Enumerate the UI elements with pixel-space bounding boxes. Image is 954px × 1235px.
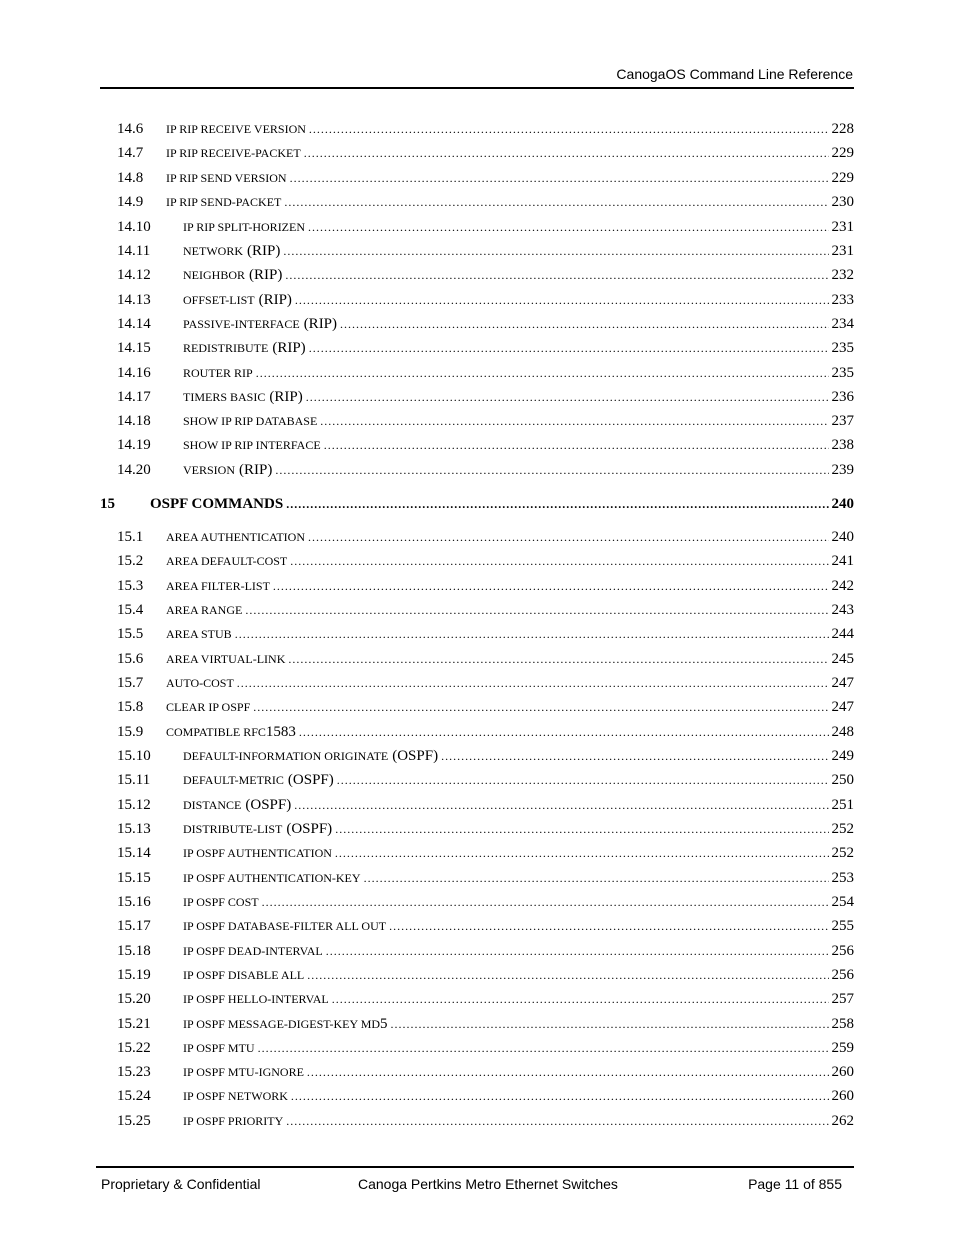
- toc-section-title: AREA AUTHENTICATION: [166, 530, 305, 544]
- toc-page-number: 232: [831, 267, 854, 283]
- toc-page-number: 240: [831, 529, 854, 545]
- toc-page-number: 235: [831, 365, 854, 381]
- toc-page-number: 252: [831, 845, 854, 861]
- toc-entry[interactable]: [100, 437, 854, 457]
- toc-dot-leader: [262, 895, 829, 910]
- toc-section-suffix: 5: [380, 1016, 388, 1032]
- toc-entry[interactable]: [100, 243, 854, 263]
- toc-section-title: ROUTER RIP: [183, 366, 253, 380]
- toc-dot-leader: [308, 530, 829, 545]
- toc-page-number: 241: [831, 553, 854, 569]
- toc-section-number: 15.20: [117, 991, 151, 1007]
- toc-section-title: IP OSPF DISABLE ALL: [183, 968, 305, 982]
- toc-page-number: 237: [831, 413, 854, 429]
- toc-section-number: 15.21: [117, 1016, 151, 1032]
- toc-chapter-entry[interactable]: [100, 496, 854, 516]
- toc-section-title: IP RIP RECEIVE VERSION: [166, 122, 306, 136]
- toc-section-suffix: (OSPF): [287, 772, 334, 788]
- toc-entry[interactable]: [100, 1064, 854, 1084]
- toc-section-title: IP OSPF NETWORK: [183, 1089, 288, 1103]
- toc-page-number: 258: [831, 1016, 854, 1032]
- toc-page-number: 256: [831, 943, 854, 959]
- toc-entry[interactable]: [100, 145, 854, 165]
- toc-page-number: 253: [831, 870, 854, 886]
- toc-entry[interactable]: [100, 602, 854, 622]
- toc-section-title: VERSION: [183, 463, 236, 477]
- toc-section-title: NEIGHBOR: [183, 268, 245, 282]
- toc-page-number: 245: [831, 651, 854, 667]
- toc-page-number: 229: [831, 170, 854, 186]
- toc-dot-leader: [307, 968, 828, 983]
- toc-dot-leader: [290, 171, 829, 186]
- toc-section-title: OSPF COMMANDS: [150, 496, 284, 512]
- toc-entry[interactable]: [100, 365, 854, 385]
- toc-section-number: 14.10: [117, 219, 151, 235]
- toc-dot-leader: [308, 220, 828, 235]
- toc-dot-leader: [335, 822, 828, 837]
- toc-page-number: 228: [831, 121, 854, 137]
- toc-page-number: 247: [831, 699, 854, 715]
- toc-entry[interactable]: [100, 1040, 854, 1060]
- toc-entry[interactable]: [100, 1016, 854, 1036]
- toc-section-title: IP OSPF MESSAGE-DIGEST-KEY MD: [183, 1017, 381, 1031]
- toc-entry[interactable]: [100, 651, 854, 671]
- toc-dot-leader: [309, 341, 829, 356]
- toc-section-number: 15.3: [117, 578, 144, 594]
- toc-section-number: 14.20: [117, 462, 151, 478]
- toc-dot-leader: [304, 146, 829, 161]
- toc-entry[interactable]: [100, 967, 854, 987]
- toc-section-title: DISTANCE: [183, 798, 242, 812]
- toc-dot-leader: [320, 414, 828, 429]
- toc-section-number: 14.9: [117, 194, 144, 210]
- toc-section-suffix: (RIP): [272, 340, 306, 356]
- toc-section-title: AREA FILTER-LIST: [166, 579, 270, 593]
- toc-dot-leader: [337, 773, 829, 788]
- toc-section-number: 14.19: [117, 437, 151, 453]
- header-divider: [100, 87, 854, 89]
- toc-page-number: 259: [831, 1040, 854, 1056]
- toc-section-title: IP OSPF DATABASE-FILTER ALL OUT: [183, 919, 387, 933]
- toc-dot-leader: [324, 438, 829, 453]
- toc-section-number: 15.16: [117, 894, 151, 910]
- toc-section-suffix: (RIP): [247, 243, 281, 259]
- toc-dot-leader: [306, 390, 829, 405]
- toc-section-title: CLEAR IP OSPF: [166, 700, 251, 714]
- toc-dot-leader: [283, 244, 828, 259]
- footer-divider: [96, 1166, 854, 1168]
- toc-section-title: DEFAULT-METRIC: [183, 773, 284, 787]
- footer-product-name: Canoga Pertkins Metro Ethernet Switches: [358, 1176, 618, 1192]
- toc-entry[interactable]: [100, 894, 854, 914]
- toc-section-number: 14.12: [117, 267, 151, 283]
- toc-section-number: 15.4: [117, 602, 144, 618]
- toc-section-title: DEFAULT-INFORMATION ORIGINATE: [183, 749, 389, 763]
- toc-page-number: 252: [831, 821, 854, 837]
- toc-section-number: 15.13: [117, 821, 151, 837]
- toc-page-number: 248: [831, 724, 854, 740]
- toc-entry[interactable]: [100, 797, 854, 817]
- toc-section-title: IP RIP SEND VERSION: [166, 171, 287, 185]
- toc-section-title: AREA DEFAULT-COST: [166, 554, 288, 568]
- toc-section-number: 15.8: [117, 699, 144, 715]
- toc-dot-leader: [284, 195, 828, 210]
- toc-dot-leader: [340, 317, 828, 332]
- toc-section-title: DISTRIBUTE-LIST: [183, 822, 283, 836]
- header-title: CanogaOS Command Line Reference: [616, 66, 853, 82]
- toc-section-suffix: (RIP): [303, 316, 338, 332]
- toc-entry[interactable]: [100, 845, 854, 865]
- footer-page-number: Page 11 of 855: [748, 1176, 842, 1192]
- toc-entry[interactable]: [100, 292, 854, 312]
- toc-dot-leader: [295, 293, 829, 308]
- toc-dot-leader: [441, 749, 828, 764]
- toc-section-number: 15.17: [117, 918, 151, 934]
- toc-section-suffix: (RIP): [269, 389, 303, 405]
- toc-dot-leader: [364, 871, 829, 886]
- toc-entry[interactable]: [100, 219, 854, 239]
- toc-section-number: 14.7: [117, 145, 144, 161]
- toc-page-number: 236: [831, 389, 854, 405]
- toc-entry[interactable]: [100, 772, 854, 792]
- toc-section-number: 15.9: [117, 724, 144, 740]
- toc-dot-leader: [291, 1089, 829, 1104]
- toc-section-number: 15.23: [117, 1064, 151, 1080]
- toc-entry[interactable]: [100, 340, 854, 360]
- toc-section-suffix: (OSPF): [245, 797, 292, 813]
- toc-dot-leader: [389, 919, 828, 934]
- toc-entry[interactable]: [100, 821, 854, 841]
- toc-dot-leader: [309, 122, 829, 137]
- toc-page-number: 251: [831, 797, 854, 813]
- toc-section-number: 15.19: [117, 967, 151, 983]
- toc-section-title: SHOW IP RIP DATABASE: [183, 414, 318, 428]
- toc-page-number: 231: [831, 243, 854, 259]
- toc-dot-leader: [335, 846, 829, 861]
- toc-section-title: AREA RANGE: [166, 603, 243, 617]
- toc-section-number: 14.6: [117, 121, 144, 137]
- toc-section-number: 15.2: [117, 553, 144, 569]
- toc-page-number: 244: [831, 626, 854, 642]
- toc-section-suffix: (OSPF): [286, 821, 333, 837]
- toc-page-number: 231: [831, 219, 854, 235]
- toc-entry[interactable]: [100, 675, 854, 695]
- toc-page-number: 247: [831, 675, 854, 691]
- toc-dot-leader: [288, 652, 828, 667]
- toc-page-number: 262: [831, 1113, 854, 1129]
- toc-page-number: 239: [831, 462, 854, 478]
- toc-page-number: 254: [831, 894, 854, 910]
- toc-section-title: IP OSPF HELLO-INTERVAL: [183, 992, 329, 1006]
- toc-page-number: 257: [831, 991, 854, 1007]
- toc-section-number: 15.18: [117, 943, 151, 959]
- toc-section-title: AREA STUB: [166, 627, 232, 641]
- toc-section-number: 15.22: [117, 1040, 151, 1056]
- toc-entry[interactable]: [100, 462, 854, 482]
- toc-entry[interactable]: [100, 699, 854, 719]
- toc-entry[interactable]: [100, 121, 854, 141]
- toc-page-number: 240: [831, 496, 854, 512]
- toc-dot-leader: [253, 700, 828, 715]
- toc-entry[interactable]: [100, 529, 854, 549]
- toc-section-title: NETWORK: [183, 244, 243, 258]
- toc-dot-leader: [307, 1065, 829, 1080]
- toc-dot-leader: [235, 627, 829, 642]
- toc-dot-leader: [285, 268, 828, 283]
- toc-dot-leader: [275, 463, 828, 478]
- toc-section-number: 15.5: [117, 626, 144, 642]
- toc-section-suffix: 1583: [265, 724, 296, 740]
- toc-dot-leader: [391, 1017, 829, 1032]
- toc-dot-leader: [294, 798, 828, 813]
- toc-page-number: 260: [831, 1064, 854, 1080]
- toc-section-title: IP OSPF COST: [183, 895, 259, 909]
- toc-entry[interactable]: [100, 943, 854, 963]
- toc-entry[interactable]: [100, 194, 854, 214]
- toc-section-title: SHOW IP RIP INTERFACE: [183, 438, 321, 452]
- toc-section-suffix: (RIP): [249, 267, 283, 283]
- toc-dot-leader: [286, 497, 828, 512]
- toc-page-number: 235: [831, 340, 854, 356]
- toc-section-number: 14.13: [117, 292, 151, 308]
- toc-entry[interactable]: [100, 389, 854, 409]
- toc-entry[interactable]: [100, 626, 854, 646]
- toc-section-title: AUTO-COST: [166, 676, 234, 690]
- toc-entry[interactable]: [100, 991, 854, 1011]
- toc-page-number: 234: [831, 316, 854, 332]
- toc-page-number: 256: [831, 967, 854, 983]
- toc-section-title: IP OSPF MTU-IGNORE: [183, 1065, 304, 1079]
- toc-section-title: IP RIP RECEIVE-PACKET: [166, 146, 301, 160]
- toc-dot-leader: [299, 725, 829, 740]
- toc-entry[interactable]: [100, 316, 854, 336]
- toc-section-number: 14.11: [117, 243, 151, 259]
- toc-section-title: AREA VIRTUAL-LINK: [166, 652, 286, 666]
- toc-dot-leader: [332, 992, 829, 1007]
- toc-section-number: 15.25: [117, 1113, 151, 1129]
- toc-section-title: PASSIVE-INTERFACE: [183, 317, 300, 331]
- toc-section-number: 14.17: [117, 389, 151, 405]
- footer-confidentiality: Proprietary & Confidential: [101, 1176, 261, 1192]
- toc-entry[interactable]: [100, 170, 854, 190]
- toc-entry[interactable]: [100, 267, 854, 287]
- toc-page-number: 260: [831, 1088, 854, 1104]
- toc-dot-leader: [256, 366, 829, 381]
- toc-section-number: 14.15: [117, 340, 151, 356]
- toc-section-title: IP RIP SPLIT-HORIZEN: [183, 220, 306, 234]
- toc-section-title: IP OSPF DEAD-INTERVAL: [183, 944, 323, 958]
- toc-section-number: 15.15: [117, 870, 151, 886]
- toc-section-title: COMPATIBLE RFC: [166, 725, 266, 739]
- toc-dot-leader: [286, 1114, 828, 1129]
- toc-section-number: 15.10: [117, 748, 151, 764]
- toc-page-number: 243: [831, 602, 854, 618]
- toc-section-number: 15.12: [117, 797, 151, 813]
- toc-section-suffix: (RIP): [258, 292, 292, 308]
- toc-page-number: 250: [831, 772, 854, 788]
- toc-section-number: 14.18: [117, 413, 151, 429]
- toc-dot-leader: [237, 676, 829, 691]
- toc-section-title: IP OSPF MTU: [183, 1041, 255, 1055]
- toc-section-number: 15.11: [117, 772, 151, 788]
- toc-entry[interactable]: [100, 724, 854, 744]
- toc-section-number: 15.6: [117, 651, 144, 667]
- toc-section-number: 14.8: [117, 170, 144, 186]
- toc-page-number: 233: [831, 292, 854, 308]
- toc-section-number: 15.1: [117, 529, 144, 545]
- toc-dot-leader: [273, 579, 829, 594]
- toc-section-title: REDISTRIBUTE: [183, 341, 269, 355]
- toc-section-title: TIMERS BASIC: [183, 390, 266, 404]
- toc-page-number: 242: [831, 578, 854, 594]
- toc-entry[interactable]: [100, 413, 854, 433]
- toc-dot-leader: [326, 944, 829, 959]
- toc-dot-leader: [245, 603, 828, 618]
- toc-page-number: 238: [831, 437, 854, 453]
- toc-entry[interactable]: [100, 553, 854, 573]
- toc-entry[interactable]: [100, 1088, 854, 1108]
- toc-section-number: 14.14: [117, 316, 151, 332]
- toc-entry[interactable]: [100, 1113, 854, 1133]
- toc-section-title: IP OSPF AUTHENTICATION-KEY: [183, 871, 361, 885]
- toc-section-title: IP RIP SEND-PACKET: [166, 195, 282, 209]
- toc-section-title: OFFSET-LIST: [183, 293, 255, 307]
- toc-page-number: 255: [831, 918, 854, 934]
- toc-section-number: 15.24: [117, 1088, 151, 1104]
- toc-entry[interactable]: [100, 748, 854, 768]
- toc-dot-leader: [290, 554, 828, 569]
- toc-entry[interactable]: [100, 870, 854, 890]
- toc-entry[interactable]: [100, 578, 854, 598]
- toc-section-number: 15: [100, 496, 115, 512]
- toc-section-suffix: (RIP): [239, 462, 273, 478]
- toc-page-number: 230: [831, 194, 854, 210]
- toc-section-title: IP OSPF AUTHENTICATION: [183, 846, 332, 860]
- toc-section-number: 14.16: [117, 365, 151, 381]
- toc-page-number: 229: [831, 145, 854, 161]
- toc-page-number: 249: [831, 748, 854, 764]
- toc-section-title: IP OSPF PRIORITY: [183, 1114, 284, 1128]
- toc-section-number: 15.7: [117, 675, 144, 691]
- toc-entry[interactable]: [100, 918, 854, 938]
- toc-dot-leader: [258, 1041, 829, 1056]
- toc-section-number: 15.14: [117, 845, 151, 861]
- toc-section-suffix: (OSPF): [392, 748, 439, 764]
